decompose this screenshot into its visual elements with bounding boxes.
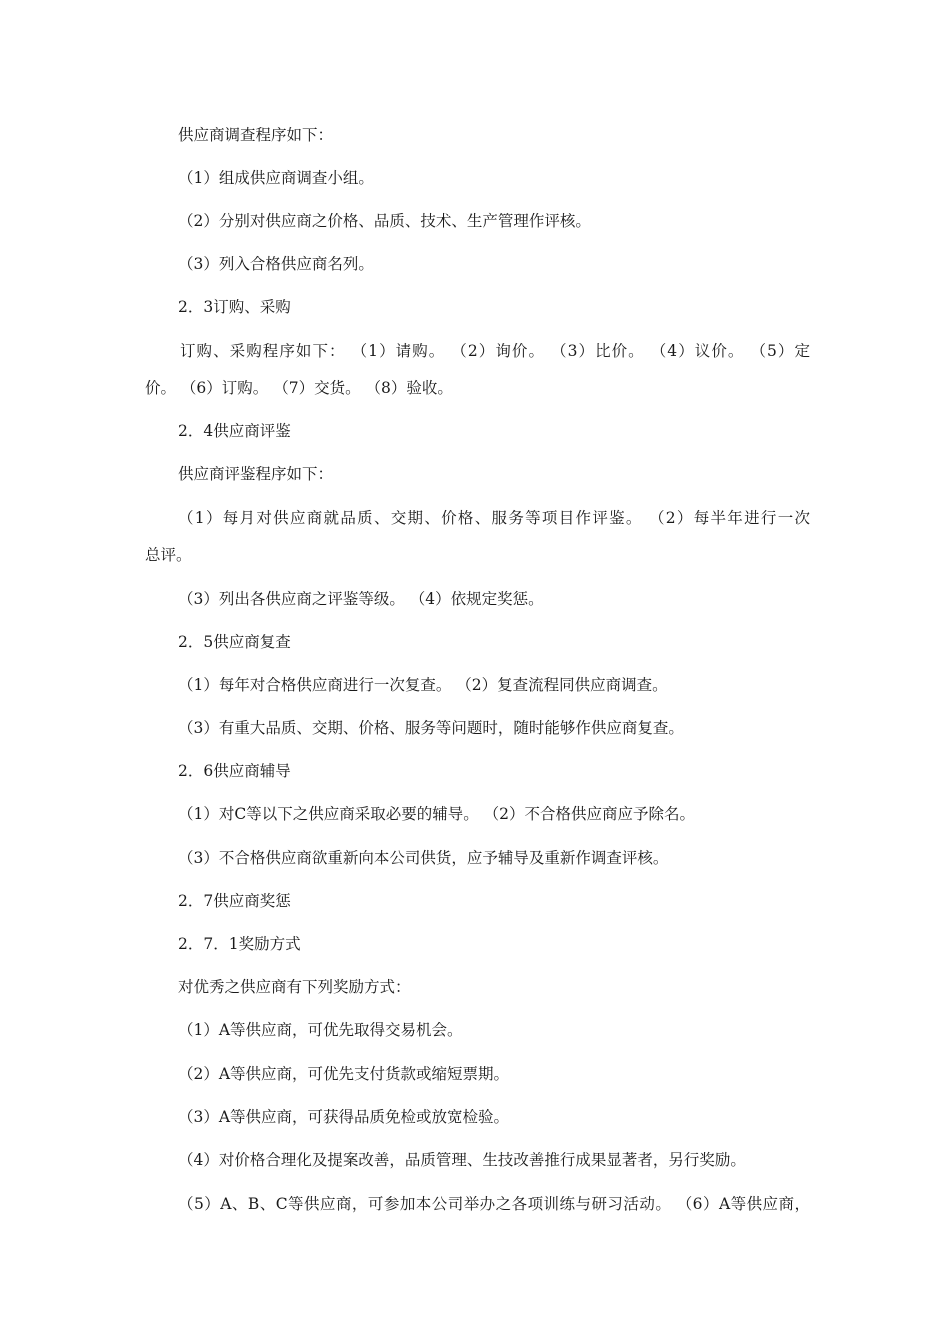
section-heading: 2．5供应商复查 bbox=[178, 633, 291, 651]
section-heading: 2．4供应商评鉴 bbox=[178, 422, 291, 440]
list-item: （3）有重大品质、交期、价格、服务等问题时，随时能够作供应商复查。 bbox=[178, 719, 684, 737]
list-item: （3）A等供应商，可获得品质免检或放宽检验。 bbox=[178, 1108, 510, 1126]
paragraph-line: 对优秀之供应商有下列奖励方式： bbox=[178, 978, 411, 996]
list-item: （1）每年对合格供应商进行一次复查。 （2）复查流程同供应商调查。 bbox=[178, 676, 668, 694]
list-item: （3）不合格供应商欲重新向本公司供货，应予辅导及重新作调查评核。 bbox=[178, 849, 669, 867]
list-item: （1）对C等以下之供应商采取必要的辅导。 （2）不合格供应商应予除名。 bbox=[178, 805, 696, 823]
list-item: （5）A、B、C等供应商，可参加本公司举办之各项训练与研习活动。 （6）A等供应商， bbox=[178, 1195, 810, 1213]
section-heading: 2．3订购、采购 bbox=[178, 298, 291, 316]
paragraph-line: 供应商评鉴程序如下： bbox=[178, 465, 334, 483]
list-item: （3）列入合格供应商名列。 bbox=[178, 255, 374, 273]
paragraph-line: 订购、采购程序如下： （1）请购。 （2）询价。 （3）比价。 （4）议价。 （5）定 bbox=[180, 342, 810, 360]
subsection-heading: 2．7．1奖励方式 bbox=[178, 935, 301, 953]
paragraph-line: 价。 （6）订购。 （7）交货。 （8）验收。 bbox=[145, 379, 453, 397]
list-item: （1）每月对供应商就品质、交期、价格、服务等项目作评鉴。 （2）每半年进行一次 bbox=[178, 509, 810, 527]
paragraph-line: 总评。 bbox=[145, 546, 192, 564]
list-item: （2）分别对供应商之价格、品质、技术、生产管理作评核。 bbox=[178, 212, 591, 230]
section-heading: 2．6供应商辅导 bbox=[178, 762, 291, 780]
list-item: （2）A等供应商，可优先支付货款或缩短票期。 bbox=[178, 1065, 510, 1083]
paragraph-line: 供应商调查程序如下： bbox=[178, 126, 334, 144]
list-item: （1）A等供应商，可优先取得交易机会。 bbox=[178, 1021, 463, 1039]
section-heading: 2．7供应商奖惩 bbox=[178, 892, 291, 910]
list-item: （3）列出各供应商之评鉴等级。 （4）依规定奖惩。 bbox=[178, 590, 544, 608]
list-item: （1）组成供应商调查小组。 bbox=[178, 169, 374, 187]
list-item: （4）对价格合理化及提案改善，品质管理、生技改善推行成果显著者，另行奖励。 bbox=[178, 1151, 746, 1169]
